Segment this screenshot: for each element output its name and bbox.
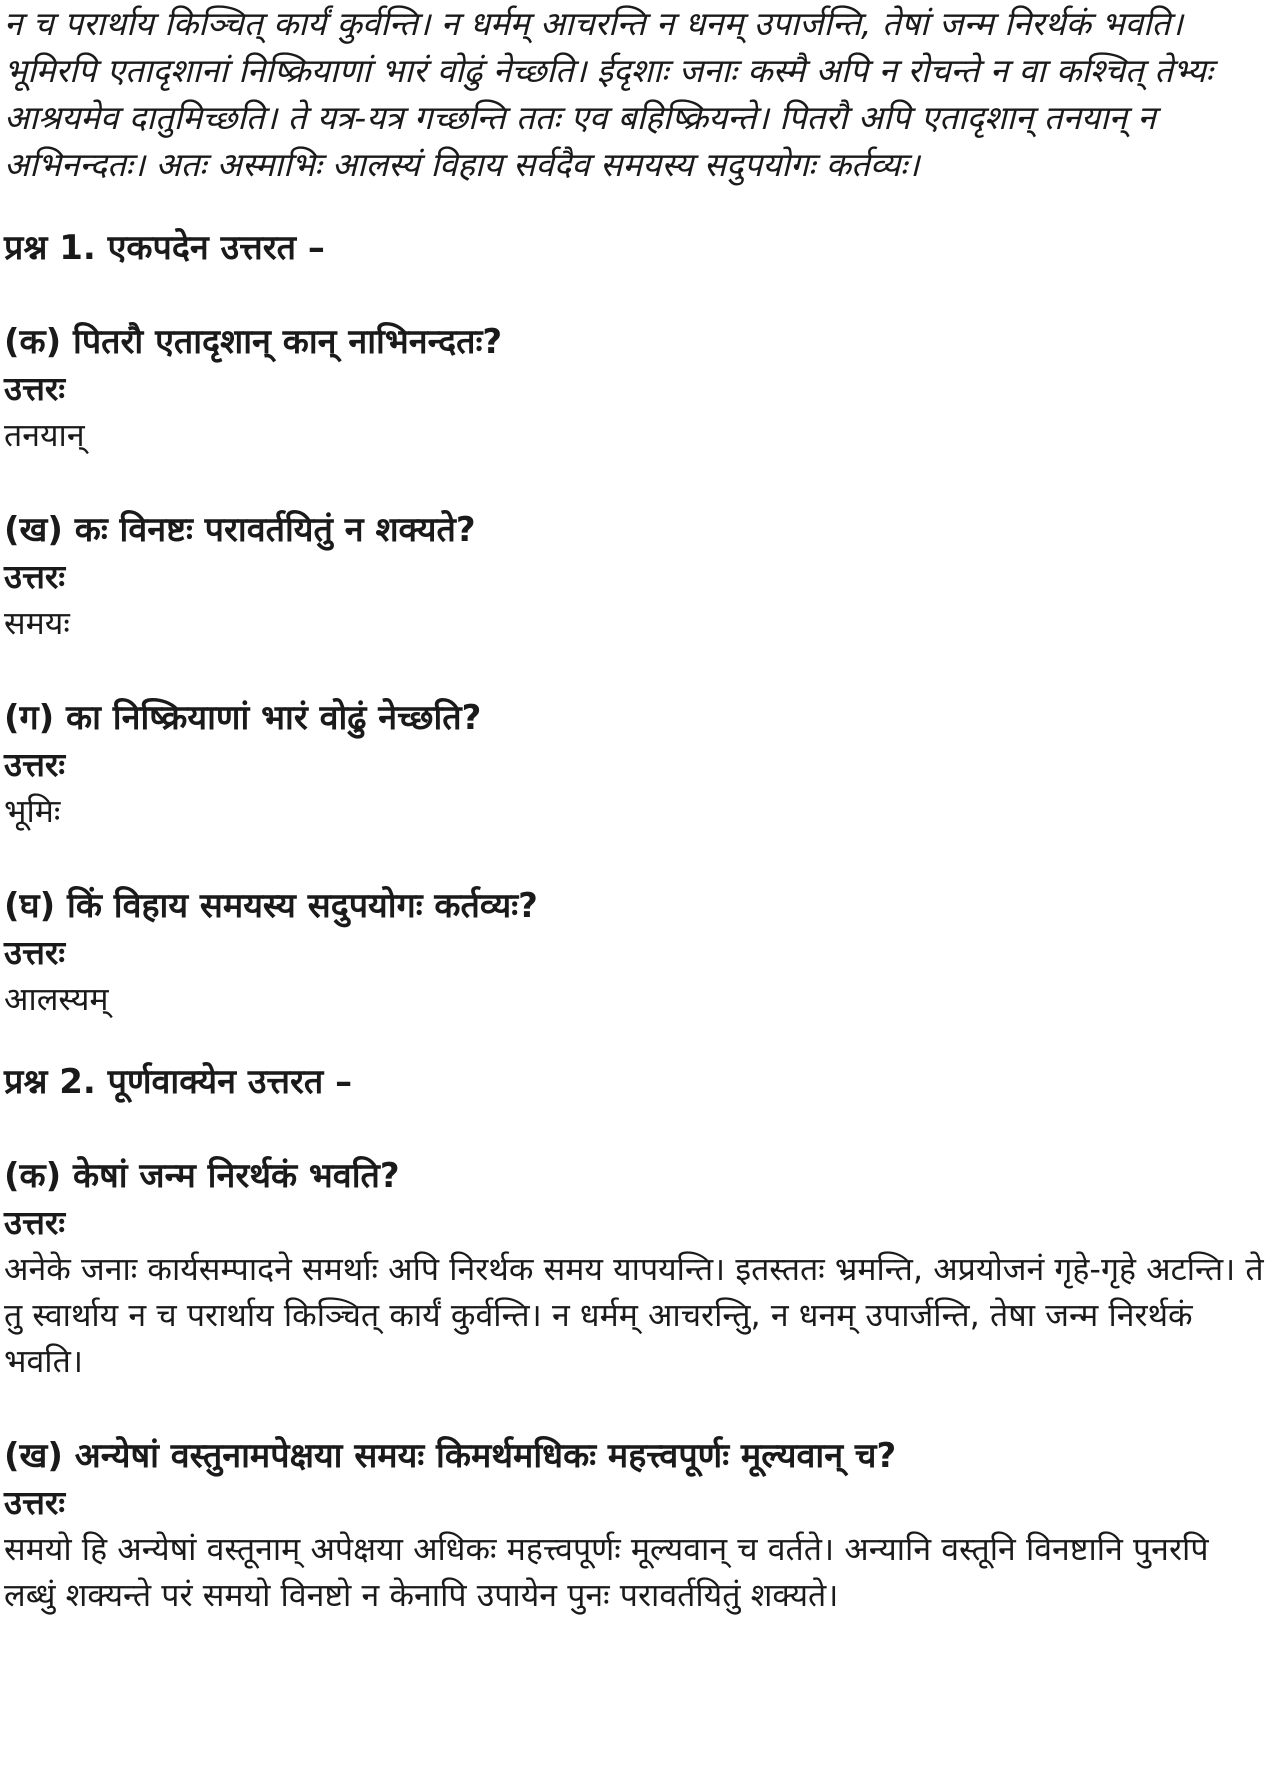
- answer-text: तनयान्: [4, 416, 85, 454]
- answer-label: उत्तरः: [4, 1203, 66, 1242]
- qa-item: [4, 882, 1266, 1022]
- answer-text: समयः: [4, 604, 70, 642]
- qa-item: [4, 506, 1266, 646]
- answer-text: समयो हि अन्येषां वस्तूनाम् अपेक्षया अधिकः महत्त्वपूर्णः मूल्यवान् च वर्तते। अन्यानि वस्तूनि विनष्टानि पुनरपि लब्धुं शक्यन्ते परं समयो विनष्टो न केनापि उपायेन पुनः परावर्तयितुं शक्यते।: [4, 1530, 1209, 1614]
- section-2: [4, 1058, 1266, 1618]
- question: (घ) किं विहाय समयस्य सदुपयोगः कर्तव्यः?: [4, 886, 538, 926]
- answer-label: उत्तरः: [4, 1483, 66, 1522]
- qa-item: [4, 1152, 1266, 1384]
- answer-label: उत्तरः: [4, 745, 66, 784]
- answer-text: अनेके जनाः कार्यसम्पादने समर्थाः अपि निरर्थक समय यापयन्ति। इतस्ततः भ्रमन्ति, अप्रयोजनं गृहे-गृहे अटन्ति। ते तु स्वार्थाय न च परार्थाय किञ्चित् कार्यं कुर्वन्ति। न धर्मम् आचरन्तुि, न धनम् उपार्जन्ति, तेषा जन्म निरर्थकं भवति।: [4, 1250, 1264, 1380]
- question: (ख) अन्येषां वस्तुनामपेक्षया समयः किमर्थमधिकः महत्त्वपूर्णः मूल्यवान् च?: [4, 1436, 897, 1476]
- qa-item: [4, 1432, 1266, 1618]
- section-1: [4, 224, 1266, 1022]
- section-heading: प्रश्न 1. एकपदेन उत्तरत –: [4, 228, 325, 268]
- answer-text: आलस्यम्: [4, 980, 109, 1018]
- question: (क) केषां जन्म निरर्थकं भवति?: [4, 1156, 400, 1196]
- section-heading: प्रश्न 2. पूर्णवाक्येन उत्तरत –: [4, 1062, 353, 1102]
- answer-label: उत्तरः: [4, 369, 66, 408]
- answer-label: उत्तरः: [4, 933, 66, 972]
- intro-paragraph: न च परार्थाय किञ्चित् कार्यं कुर्वन्ति। न धर्मम् आचरन्ति न धनम् उपार्जन्ति, तेषां जन्म निरर्थकं भवति। भूमिरपि एतादृशानां निष्क्रियाणां भारं वोढुं नेच्छति। ईदृशाः जनाः कस्मै अपि न रोचन्ते न वा कश्चित् तेभ्यः आश्रयमेव दातुमिच्छति। ते यत्र-यत्र गच्छन्ति ततः एव बहिष्क्रियन्ते। पितरौ अपि एतादृशान् तनयान् न अभिनन्दतः। अतः अस्माभिः आलस्यं विहाय सर्वदैव समयस्य सदुपयोगः कर्तव्यः।: [4, 4, 1213, 184]
- answer-label: उत्तरः: [4, 557, 66, 596]
- question: (ख) कः विनष्टः परावर्तयितुं न शक्यते?: [4, 510, 476, 550]
- answer-text: भूमिः: [4, 792, 61, 830]
- qa-item: [4, 694, 1266, 834]
- qa-item: [4, 318, 1266, 458]
- document-page: [4, 0, 1266, 1618]
- question: (क) पितरौ एतादृशान् कान् नाभिनन्दतः?: [4, 322, 503, 362]
- question: (ग) का निष्क्रियाणां भारं वोढुं नेच्छति?: [4, 698, 482, 738]
